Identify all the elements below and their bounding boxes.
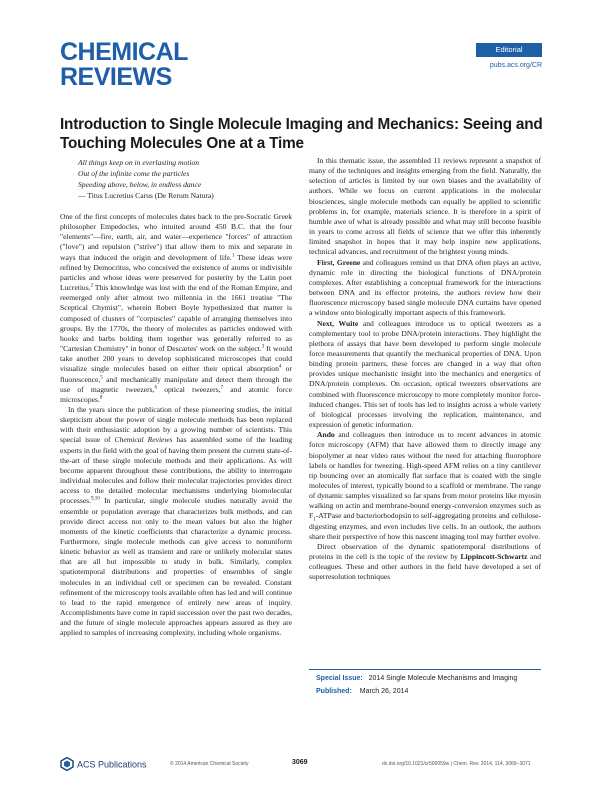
epigraph-line: Out of the infinite come the particles xyxy=(78,169,190,178)
paragraph: First, Greene and colleagues remind us that DNA often plays an active, dynamic role in directing the biological functions of DNA/protein complexes. After establishing a conceptual framework for the interactions between DNA and its effector proteins, the authors review how their fluorescence microscopy based single molecule DNA curtains have opened a window onto biologically important aspects of this framework. xyxy=(309,257,541,318)
paragraph: Next, Wuite and colleagues introduce us to optical tweezers as a complementary tool to probe DNA/protein interactions. They highlight the plethora of assays that have been developed to perform single molecule force measurements that quantify the mechanical properties of DNA. Upon binding protein partners, these forces are changed in a way that often provides unique mechanistic insight into the mechanics and energetics of DNA/protein complexes. On occasion, optical tweezers observations are combined with fluorescence microscopy to more completely monitor force-induced changes. This set of tools has led to insights across a whole variety of biological processes involving the replication, maintenance, and expression of genetic information. xyxy=(309,318,542,430)
acs-publications-logo[interactable] xyxy=(60,757,147,773)
paragraph: Ando and colleagues then introduce us to recent advances in atomic force microscopy (AFM) that have allowed them to directly image any biopolymer at near video rates without the need for attaching fluorophore labels or handles for tweezing. High-speed AFM relies on a tiny cantilever tip bouncing over an atomically flat surface that is coated with the single molecules of interest, typically bound to a scaffold or membrane. The range of dynamic samples visualized so far spans from motor proteins like myosin walking on actin and membrane-bound energy-conversion enzymes such as $F_1$-ATPase and bacteriorhodopsin to self-aggregating proteins and cellulose-digesting enzymes, and even includes live cells. In an outlook, the authors share their perspective of how this nascent imaging tool may further evolve. xyxy=(309,430,541,541)
reference-link[interactable]: 3 xyxy=(261,344,265,350)
article-type-badge: Editorial xyxy=(476,43,542,57)
paragraph: In the years since the publication of these pioneering studies, the initial skepticism about the power of single molecule methods has been replaced with their enthusiastic adoption by a growing number of scientists. This special issue of Chemical Reviews has assembled some of the leading experts in the field with the goal of having them present the current state-of-the-art of these single molecule methods and their applications. As will become apparent throughout these contributions, the ability to interrogate individual molecules and follow their molecular trajectories provides direct access to the detailed molecular mechanisms underlying biomolecular processes.$^{9,10}$ In particular, single molecule studies naturally avoid the ensemble or population average that characterizes bulk methods, and can provide direct access not only to the mean values but also the higher moments of the kinetic coefficients that characterize a dynamic process. Furthermore, single molecule methods can give access to nonuniform kinetic behavior as well as transient and rare or unlikely molecular states that are all but impossible to study in bulk. Similarly, complex spatiotemporal distributions and properties of ensembles of single molecules in an individual cell or specimen can be revealed. Constant refinement of the microscopy tools available often has led and will continue to lead to the rapid emergence of entirely new areas of inquiry. Accomplishments have come in rapid succession over the past two decades, and the future of single molecule approaches appears assured as they are applied to samples of increasing complexity, including whole organisms. xyxy=(60,404,292,638)
journal-logo xyxy=(60,40,188,90)
reference-link[interactable]: 7 xyxy=(220,385,224,391)
doi-citation[interactable]: dx.doi.org/10.1021/cr500059w | Chem. Rev. 2014, 114, 3069−3071 xyxy=(382,761,531,767)
special-issue-line xyxy=(316,675,517,682)
right-column xyxy=(309,156,541,583)
reference-link[interactable]: 4 xyxy=(278,364,282,370)
acs-publications-text: ACS Publications xyxy=(77,759,147,770)
page-number: 3069 xyxy=(292,759,308,766)
reference-link[interactable]: 6 xyxy=(154,385,157,391)
epigraph-attribution: — Titus Lucretius Carus (De Rerum Natura) xyxy=(78,191,214,200)
reference-link[interactable]: 5 xyxy=(100,374,103,380)
logo-text-line1: CHEMICAL xyxy=(60,38,188,66)
left-column xyxy=(60,212,292,639)
epigraph xyxy=(78,157,288,201)
paragraph: One of the first concepts of molecules dates back to the pre-Socratic Greek philosopher Empedocles, who intuited around 450 B.C. that the four "elements"—fire, earth, air, and water—experience "forces" of attraction ("love") and repulsion ("strive") that allow them to mix and separate in ways that induced the origin and development of life.$^1$ These ideas were refined by Democritus, who conceived the existence of atoms or indivisible particles and whose ideas were preserved for posterity by the Latin poet Lucretius.$^2$ This knowledge was lost with the end of the Roman Empire, and reemerged only after almost two millennia in the 1661 treatise "The Sceptical Chymist", wherein Robert Boyle hypothesized that matter is composed of clusters of "corpuscles" capable of arranging themselves into groups. By the 1770s, the theory of molecules as particles endowed with hooks and barbs holding them together was generally referred to as "Cartesian Chemistry" in honor of Descartes' work on the subject.$^3$ It would take another 200 years to develop sophisticated microscopes that could visualize single molecules based on either their optical absorption$^4$ or fluorescence,$^5$ and mechanically manipulate and detect them through the use of magnetic tweezers,$^6$ optical tweezers,$^7$ and atomic force microscopes.$^8$ xyxy=(60,212,293,404)
paragraph: In this thematic issue, the assembled 11 reviews represent a snapshot of many of the techniques and insights emerging from the field. Naturally, the selection of articles is limited by our own biases and the availability of authors. While we focus on current applications in the molecular biosciences, single molecule methods can equally be applied to scientific problems in, for example, materials science. It is therefore in a spirit of humble awe of what is already possible and what may still become feasible in years to come across all fields of science that we offer this inherently limited snapshot in hopes that it may help inspire new applications, technical advances, and recruitment of the brightest young minds. xyxy=(309,156,541,257)
article-title-line1: Introduction to Single Molecule Imaging and Mechanics: Seeing and xyxy=(60,116,543,133)
copyright-notice: © 2014 American Chemical Society xyxy=(170,761,249,767)
article-title-line2: Touching Molecules One at a Time xyxy=(60,135,304,152)
reference-link[interactable]: 2 xyxy=(90,283,94,289)
reference-link[interactable]: 9,10 xyxy=(91,496,100,502)
published-line xyxy=(316,688,408,695)
published-date: March 26, 2014 xyxy=(359,688,409,695)
special-issue-value[interactable]: 2014 Single Molecule Mechanisms and Imaging xyxy=(368,675,518,682)
published-label: Published: xyxy=(316,688,352,695)
special-issue-label: Special Issue: xyxy=(316,675,363,682)
info-divider xyxy=(309,669,541,670)
paragraph: Direct observation of the dynamic spatiotemporal distributions of proteins in the cell is the topic of the review by Lippincott-Schwartz and colleagues. These and other authors in the field have developed a set of superresolution techniques xyxy=(309,541,541,582)
epigraph-line: All things keep on in everlasting motion xyxy=(78,158,200,167)
logo-text-line2: REVIEWS xyxy=(60,63,172,91)
journal-url[interactable]: pubs.acs.org/CR xyxy=(489,62,542,69)
reference-link[interactable]: 8 xyxy=(99,395,103,401)
epigraph-line: Speeding above, below, in endless dance xyxy=(78,180,202,189)
reference-link[interactable]: 1 xyxy=(231,253,235,259)
acs-hexagon-icon xyxy=(60,757,74,773)
